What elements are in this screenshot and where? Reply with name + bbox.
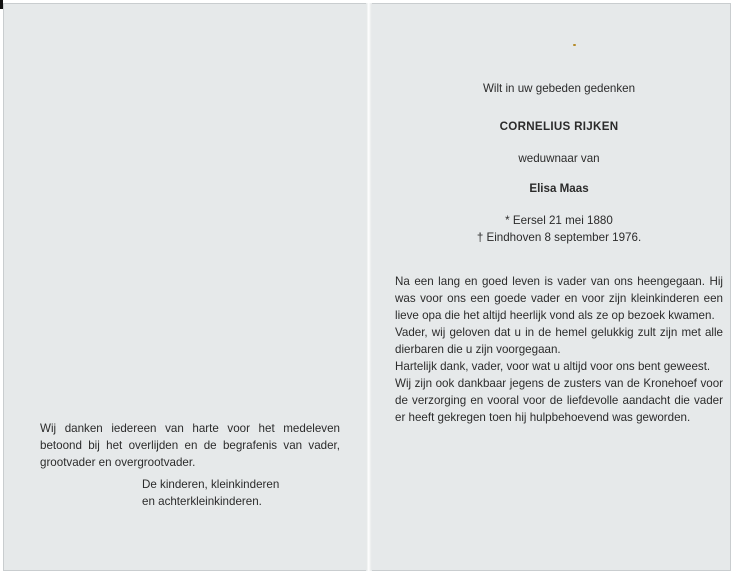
paper-speck — [573, 44, 576, 46]
deceased-name: CORNELIUS RIJKEN — [499, 120, 619, 133]
signers-line-2: en achterkleinkinderen. — [142, 495, 262, 508]
signers-line-1: De kinderen, kleinkinderen — [142, 478, 280, 491]
relation-line: weduwnaar van — [518, 152, 600, 165]
paragraph: Na een lang en goed leven is vader van ons heengegaan. Hij was voor ons een goede vader en voor zijn kleinkinderen een lieve opa die het altijd heerlijk vond als ze op bezoek kwamen. — [395, 275, 723, 322]
spouse-name: Elisa Maas — [529, 182, 589, 195]
death-line: † Eindhoven 8 september 1976. — [476, 231, 642, 244]
card-fold — [366, 3, 372, 571]
intro-line: Wilt in uw gebeden gedenken — [482, 82, 636, 95]
birth-line: * Eersel 21 mei 1880 — [505, 214, 613, 227]
signers — [142, 476, 340, 510]
paragraph: Hartelijk dank, vader, voor wat u altijd voor ons bent geweest. — [395, 360, 711, 373]
left-panel — [40, 420, 340, 510]
paragraph: Wij zijn ook dankbaar jegens de zusters van de Kronehoef voor de verzorging en vooral voor de liefdevolle aandacht die vader er heeft gekregen toen hij hulpbehoevend was geworden. — [395, 377, 723, 424]
memorial-text — [395, 273, 723, 426]
thanks-text: Wij danken iedereen van harte voor het medeleven betoond bij het overlijden en de begrafenis van vader, grootvader en overgrootvader. — [40, 422, 340, 469]
paragraph: Vader, wij geloven dat u in de hemel gelukkig zult zijn met alle dierbaren die u zijn voorgegaan. — [395, 326, 723, 356]
